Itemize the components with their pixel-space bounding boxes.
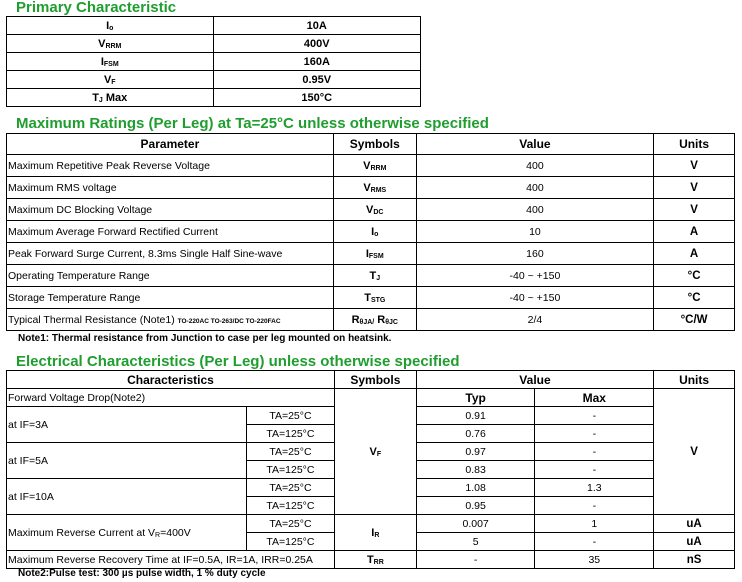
table-row <box>7 287 735 309</box>
recovery-time-label: Maximum Reverse Recovery Time at IF=0.5A, IR=1A, IRR=0.25A <box>7 551 335 569</box>
temperature-cell: TA=25°C <box>246 443 334 461</box>
symbol-cell: $T_J$ Max <box>7 89 214 107</box>
symbol-cell: $V_{DC}$ <box>333 199 416 221</box>
value-cell: 150°C <box>213 89 421 107</box>
units-header: Units <box>654 371 735 389</box>
temperature-cell: TA=125°C <box>246 425 334 443</box>
symbol-cell: $I_o$ <box>7 17 214 35</box>
typ-cell: 0.95 <box>416 497 535 515</box>
table-row <box>7 389 735 407</box>
unit-cell: uA <box>654 533 735 551</box>
units-header: Units <box>654 134 735 155</box>
parameter-cell: Maximum Repetitive Peak Reverse Voltage <box>7 155 334 177</box>
typ-cell: 0.97 <box>416 443 535 461</box>
vf-symbol-cell: $V_F$ <box>334 389 416 515</box>
typ-cell: 0.91 <box>416 407 535 425</box>
symbol-cell: $V_{RRM}$ <box>333 155 416 177</box>
parameter-cell: Typical Thermal Resistance (Note1) TO-220AC TO-263/DC TO-220FAC <box>7 309 334 331</box>
typ-cell: 1.08 <box>416 479 535 497</box>
table-row <box>7 309 735 331</box>
max-cell: - <box>535 407 654 425</box>
max-cell: - <box>535 497 654 515</box>
unit-cell: A <box>654 243 735 265</box>
symbol-cell: $I_{FSM}$ <box>7 53 214 71</box>
forward-voltage-label: Forward Voltage Drop(Note2) <box>7 389 335 407</box>
unit-cell: V <box>654 155 735 177</box>
value-cell: 400V <box>213 35 421 53</box>
condition-label: at IF=10A <box>7 479 247 515</box>
typ-header: Typ <box>416 389 535 407</box>
unit-cell: nS <box>654 551 735 569</box>
symbol-cell: $R_{\theta JA/}$ $R_{\theta JC}$ <box>333 309 416 331</box>
table-header-row <box>7 371 735 389</box>
symbol-cell: $I_{FSM}$ <box>333 243 416 265</box>
temperature-cell: TA=125°C <box>246 497 334 515</box>
value-cell: 400 <box>416 199 653 221</box>
table-row <box>7 35 421 53</box>
unit-cell: °C <box>654 287 735 309</box>
value-cell: 10A <box>213 17 421 35</box>
temperature-cell: TA=25°C <box>246 479 334 497</box>
max-cell: - <box>535 443 654 461</box>
temperature-cell: TA=25°C <box>246 407 334 425</box>
parameter-cell: Peak Forward Surge Current, 8.3ms Single Half Sine-wave <box>7 243 334 265</box>
typ-cell: - <box>416 551 535 569</box>
electrical-characteristics-title: Electrical Characteristics (Per Leg) unless otherwise specified <box>16 353 460 370</box>
package-list: TO-220AC TO-263/DC TO-220FAC <box>177 317 281 325</box>
table-row <box>7 71 421 89</box>
electrical-characteristics-table <box>6 370 735 569</box>
value-cell: -40 ~ +150 <box>416 287 653 309</box>
note2: Note2:Pulse test: 300 µs pulse width, 1 % duty cycle <box>18 568 266 579</box>
temperature-cell: TA=25°C <box>246 515 334 533</box>
symbol-cell: $T_J$ <box>333 265 416 287</box>
condition-label: at IF=5A <box>7 443 247 479</box>
maximum-ratings-table <box>6 133 735 331</box>
table-row <box>7 199 735 221</box>
table-row <box>7 515 735 533</box>
max-cell: 35 <box>535 551 654 569</box>
typ-cell: 0.007 <box>416 515 535 533</box>
value-cell: -40 ~ +150 <box>416 265 653 287</box>
symbol-cell: $T_{STG}$ <box>333 287 416 309</box>
typ-cell: 5 <box>416 533 535 551</box>
symbol-cell: $V_{RRM}$ <box>7 35 214 53</box>
value-cell: 2/4 <box>416 309 653 331</box>
table-row <box>7 53 421 71</box>
unit-cell: V <box>654 199 735 221</box>
unit-cell: °C <box>654 265 735 287</box>
temperature-cell: TA=125°C <box>246 461 334 479</box>
value-header: Value <box>416 134 653 155</box>
max-header: Max <box>535 389 654 407</box>
max-cell: 1 <box>535 515 654 533</box>
primary-characteristic-table <box>6 16 421 107</box>
maximum-ratings-title: Maximum Ratings (Per Leg) at Ta=25°C unless otherwise specified <box>16 115 489 132</box>
parameter-cell: Maximum DC Blocking Voltage <box>7 199 334 221</box>
vf-unit-cell: V <box>654 389 735 515</box>
table-row <box>7 243 735 265</box>
primary-characteristic-title: Primary Characteristic <box>16 0 177 16</box>
condition-label: at IF=3A <box>7 407 247 443</box>
table-row <box>7 551 735 569</box>
table-row <box>7 177 735 199</box>
symbols-header: Symbols <box>333 134 416 155</box>
table-row <box>7 265 735 287</box>
value-header: Value <box>416 371 653 389</box>
symbols-header: Symbols <box>334 371 416 389</box>
unit-cell: uA <box>654 515 735 533</box>
note1: Note1: Thermal resistance from Junction to case per leg mounted on heatsink. <box>18 333 392 344</box>
unit-cell: °C/W <box>654 309 735 331</box>
max-cell: - <box>535 461 654 479</box>
parameter-cell: Storage Temperature Range <box>7 287 334 309</box>
temperature-cell: TA=125°C <box>246 533 334 551</box>
max-cell: - <box>535 533 654 551</box>
value-cell: 10 <box>416 221 653 243</box>
characteristics-header: Characteristics <box>7 371 335 389</box>
max-cell: - <box>535 425 654 443</box>
table-row <box>7 89 421 107</box>
unit-cell: V <box>654 177 735 199</box>
parameter-cell: Operating Temperature Range <box>7 265 334 287</box>
parameter-cell: Maximum Average Forward Rectified Current <box>7 221 334 243</box>
table-row <box>7 155 735 177</box>
table-row <box>7 221 735 243</box>
value-cell: 160A <box>213 53 421 71</box>
table-row <box>7 17 421 35</box>
value-cell: 400 <box>416 155 653 177</box>
value-cell: 400 <box>416 177 653 199</box>
parameter-cell: Maximum RMS voltage <box>7 177 334 199</box>
ir-symbol-cell: $I_R$ <box>334 515 416 551</box>
unit-cell: A <box>654 221 735 243</box>
parameter-header: Parameter <box>7 134 334 155</box>
reverse-current-label: Maximum Reverse Current at $V_R=400V$ <box>7 515 247 551</box>
trr-symbol-cell: $T_{RR}$ <box>334 551 416 569</box>
typ-cell: 0.76 <box>416 425 535 443</box>
value-cell: 0.95V <box>213 71 421 89</box>
symbol-cell: $V_{RMS}$ <box>333 177 416 199</box>
symbol-cell: $V_F$ <box>7 71 214 89</box>
value-cell: 160 <box>416 243 653 265</box>
table-header-row <box>7 134 735 155</box>
typ-cell: 0.83 <box>416 461 535 479</box>
max-cell: 1.3 <box>535 479 654 497</box>
symbol-cell: $I_o$ <box>333 221 416 243</box>
